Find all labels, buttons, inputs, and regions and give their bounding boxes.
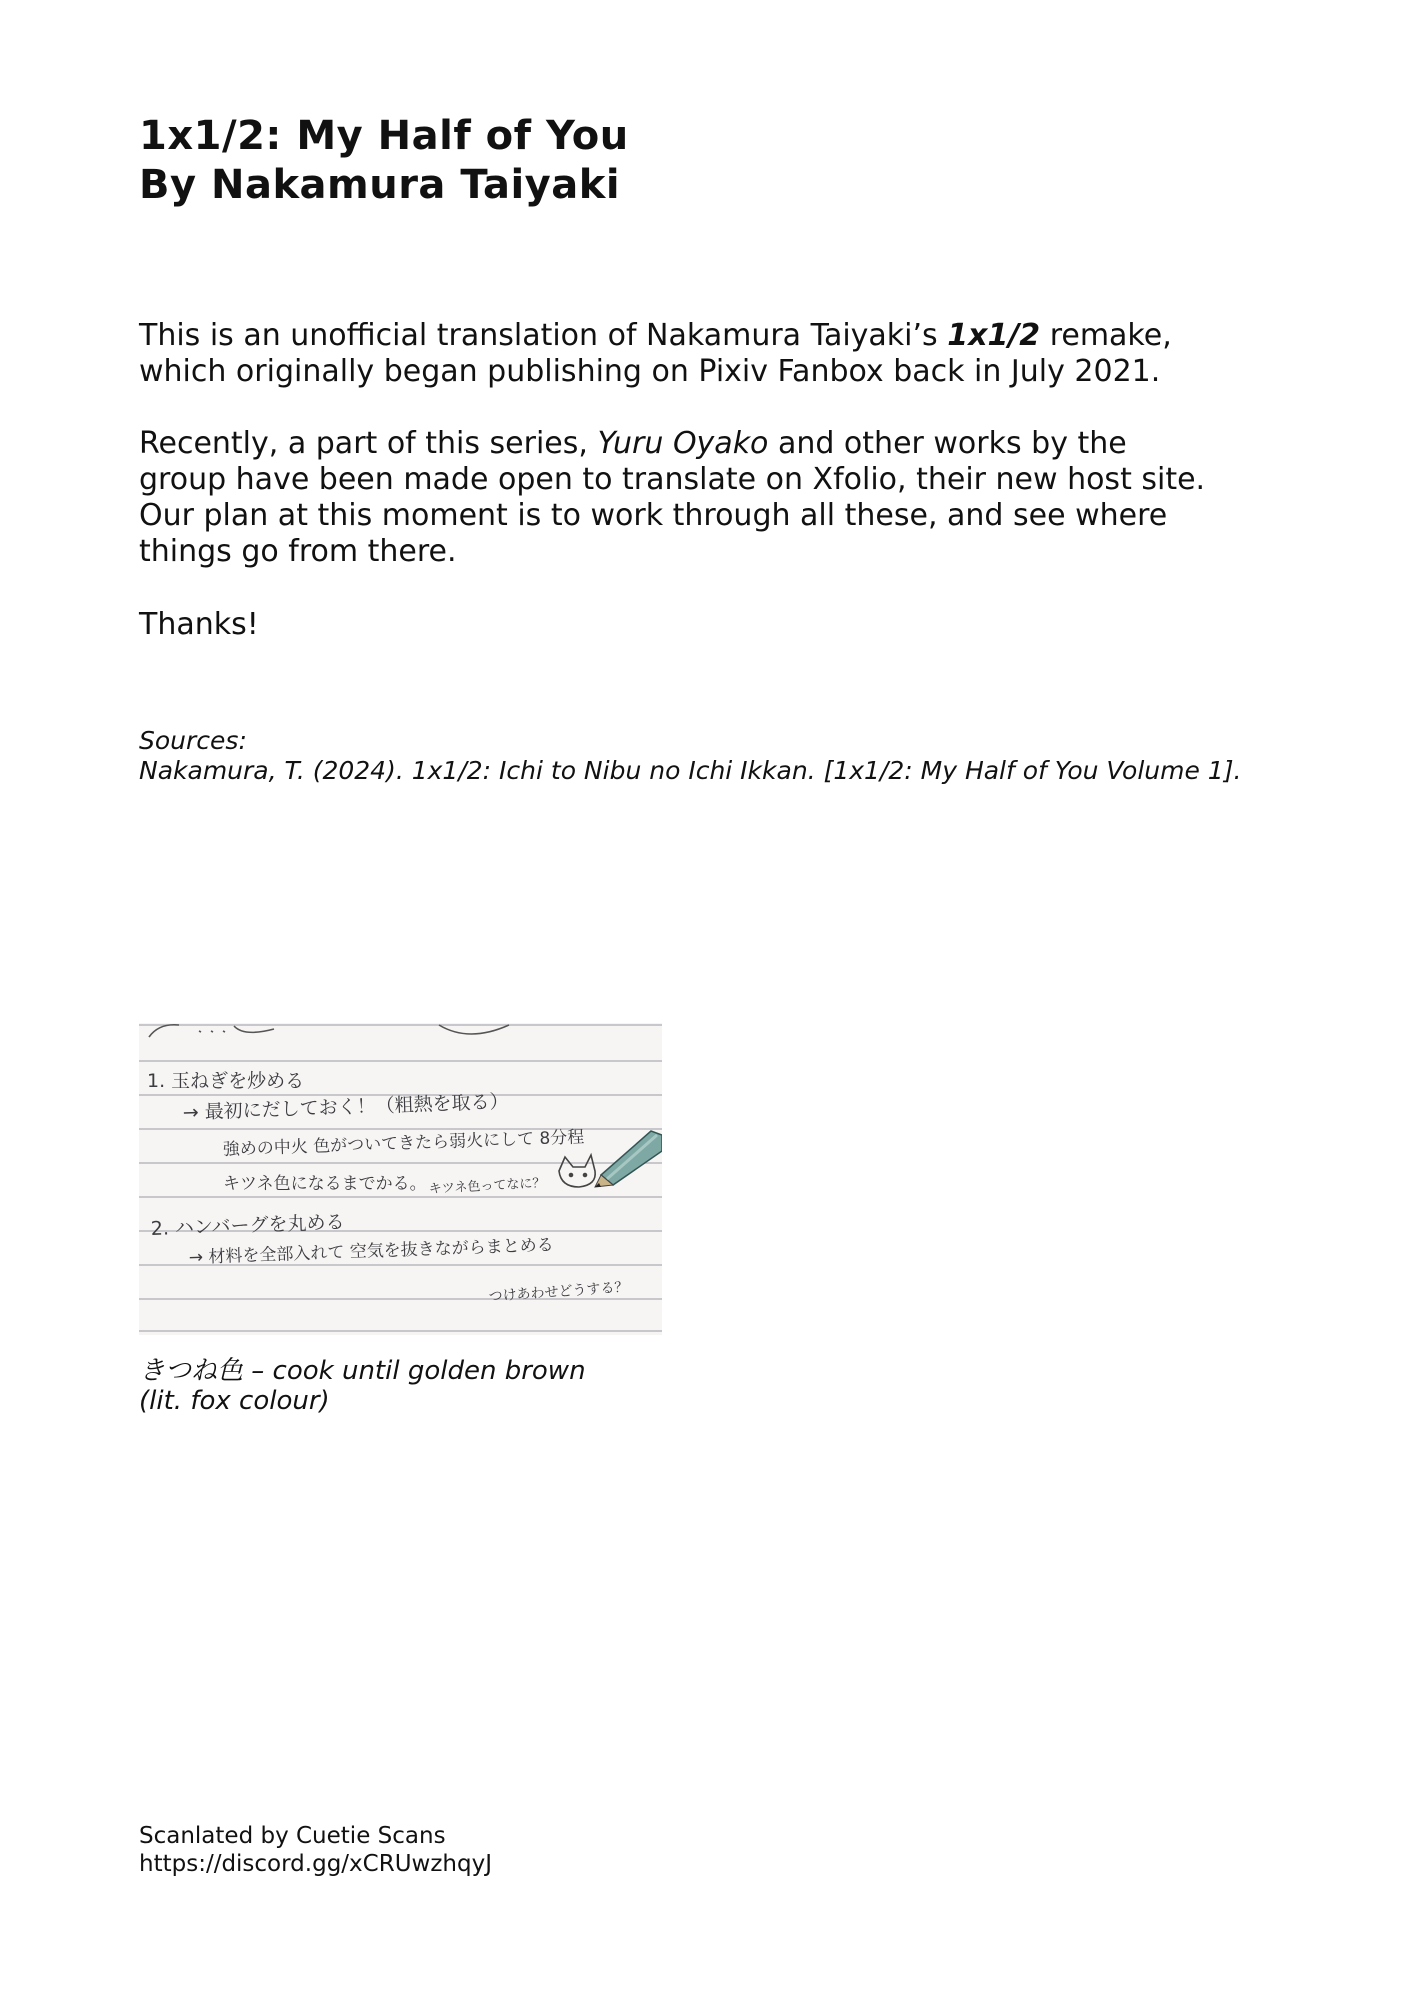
image-caption [139, 1356, 586, 1416]
work-title: 1x1/2 [947, 318, 1041, 353]
work-title: Yuru Oyako [597, 426, 769, 461]
author-line: By Nakamura Taiyaki [139, 162, 621, 208]
intro-paragraph [139, 318, 1172, 390]
title-line: 1x1/2: My Half of You [139, 113, 629, 159]
note-line: 強めの中火 色がついてきたら弱火にして 8分程 [222, 1127, 585, 1160]
intro-line: which originally began publishing on Pixiv Fanbox back in July 2021. [139, 354, 1161, 389]
page-title [139, 112, 629, 210]
caption-line: (lit. fox colour) [139, 1386, 330, 1416]
credits-block [139, 1822, 492, 1878]
thanks-text: Thanks! [139, 607, 259, 642]
intro-text: This is an unofficial translation of Nakamura Taiyaki’s [139, 318, 948, 353]
intro-line [139, 318, 1172, 354]
notebook-image [139, 1023, 662, 1335]
note-line: 2. ハンバーグを丸める [150, 1211, 345, 1240]
discord-link: https://discord.gg/xCRUwzhqyJ [139, 1851, 492, 1877]
caption-line: きつね色 – cook until golden brown [139, 1356, 586, 1386]
recent-text: and other works by the [768, 426, 1127, 461]
sources-citation: Nakamura, T. (2024). 1x1/2: Ichi to Nibu no Ichi Ikkan. [1x1/2: My Half of You Volume 1]. [139, 756, 1242, 785]
sources-heading: Sources: [139, 726, 247, 755]
note-line: つけあわせどうする？ [488, 1279, 629, 1305]
recent-text: Recently, a part of this series, [139, 426, 598, 461]
recent-paragraph [139, 426, 1205, 570]
scanlator-credit: Scanlated by Cuetie Scans [139, 1823, 446, 1849]
sources-block [139, 726, 1241, 786]
note-line: → 最初にだしておく！（粗熱を取る） [182, 1090, 509, 1124]
notebook-drawing [139, 1023, 662, 1335]
intro-text: remake, [1040, 318, 1172, 353]
recent-line: group have been made open to translate on Xfolio, their new host site. [139, 462, 1206, 497]
recent-line [139, 426, 1205, 462]
thanks-paragraph [139, 607, 259, 643]
note-line: → 材料を全部入れて 空気を抜きながらまとめる [188, 1235, 555, 1268]
note-aside: キツネ色ってなに？ [428, 1175, 546, 1197]
note-line: キツネ色になるまでかる。 [223, 1174, 427, 1194]
recent-line: things go from there. [139, 534, 457, 569]
note-line: 1. 玉ねぎを炒める [147, 1070, 305, 1092]
recent-line: Our plan at this moment is to work through all these, and see where [139, 498, 1168, 533]
